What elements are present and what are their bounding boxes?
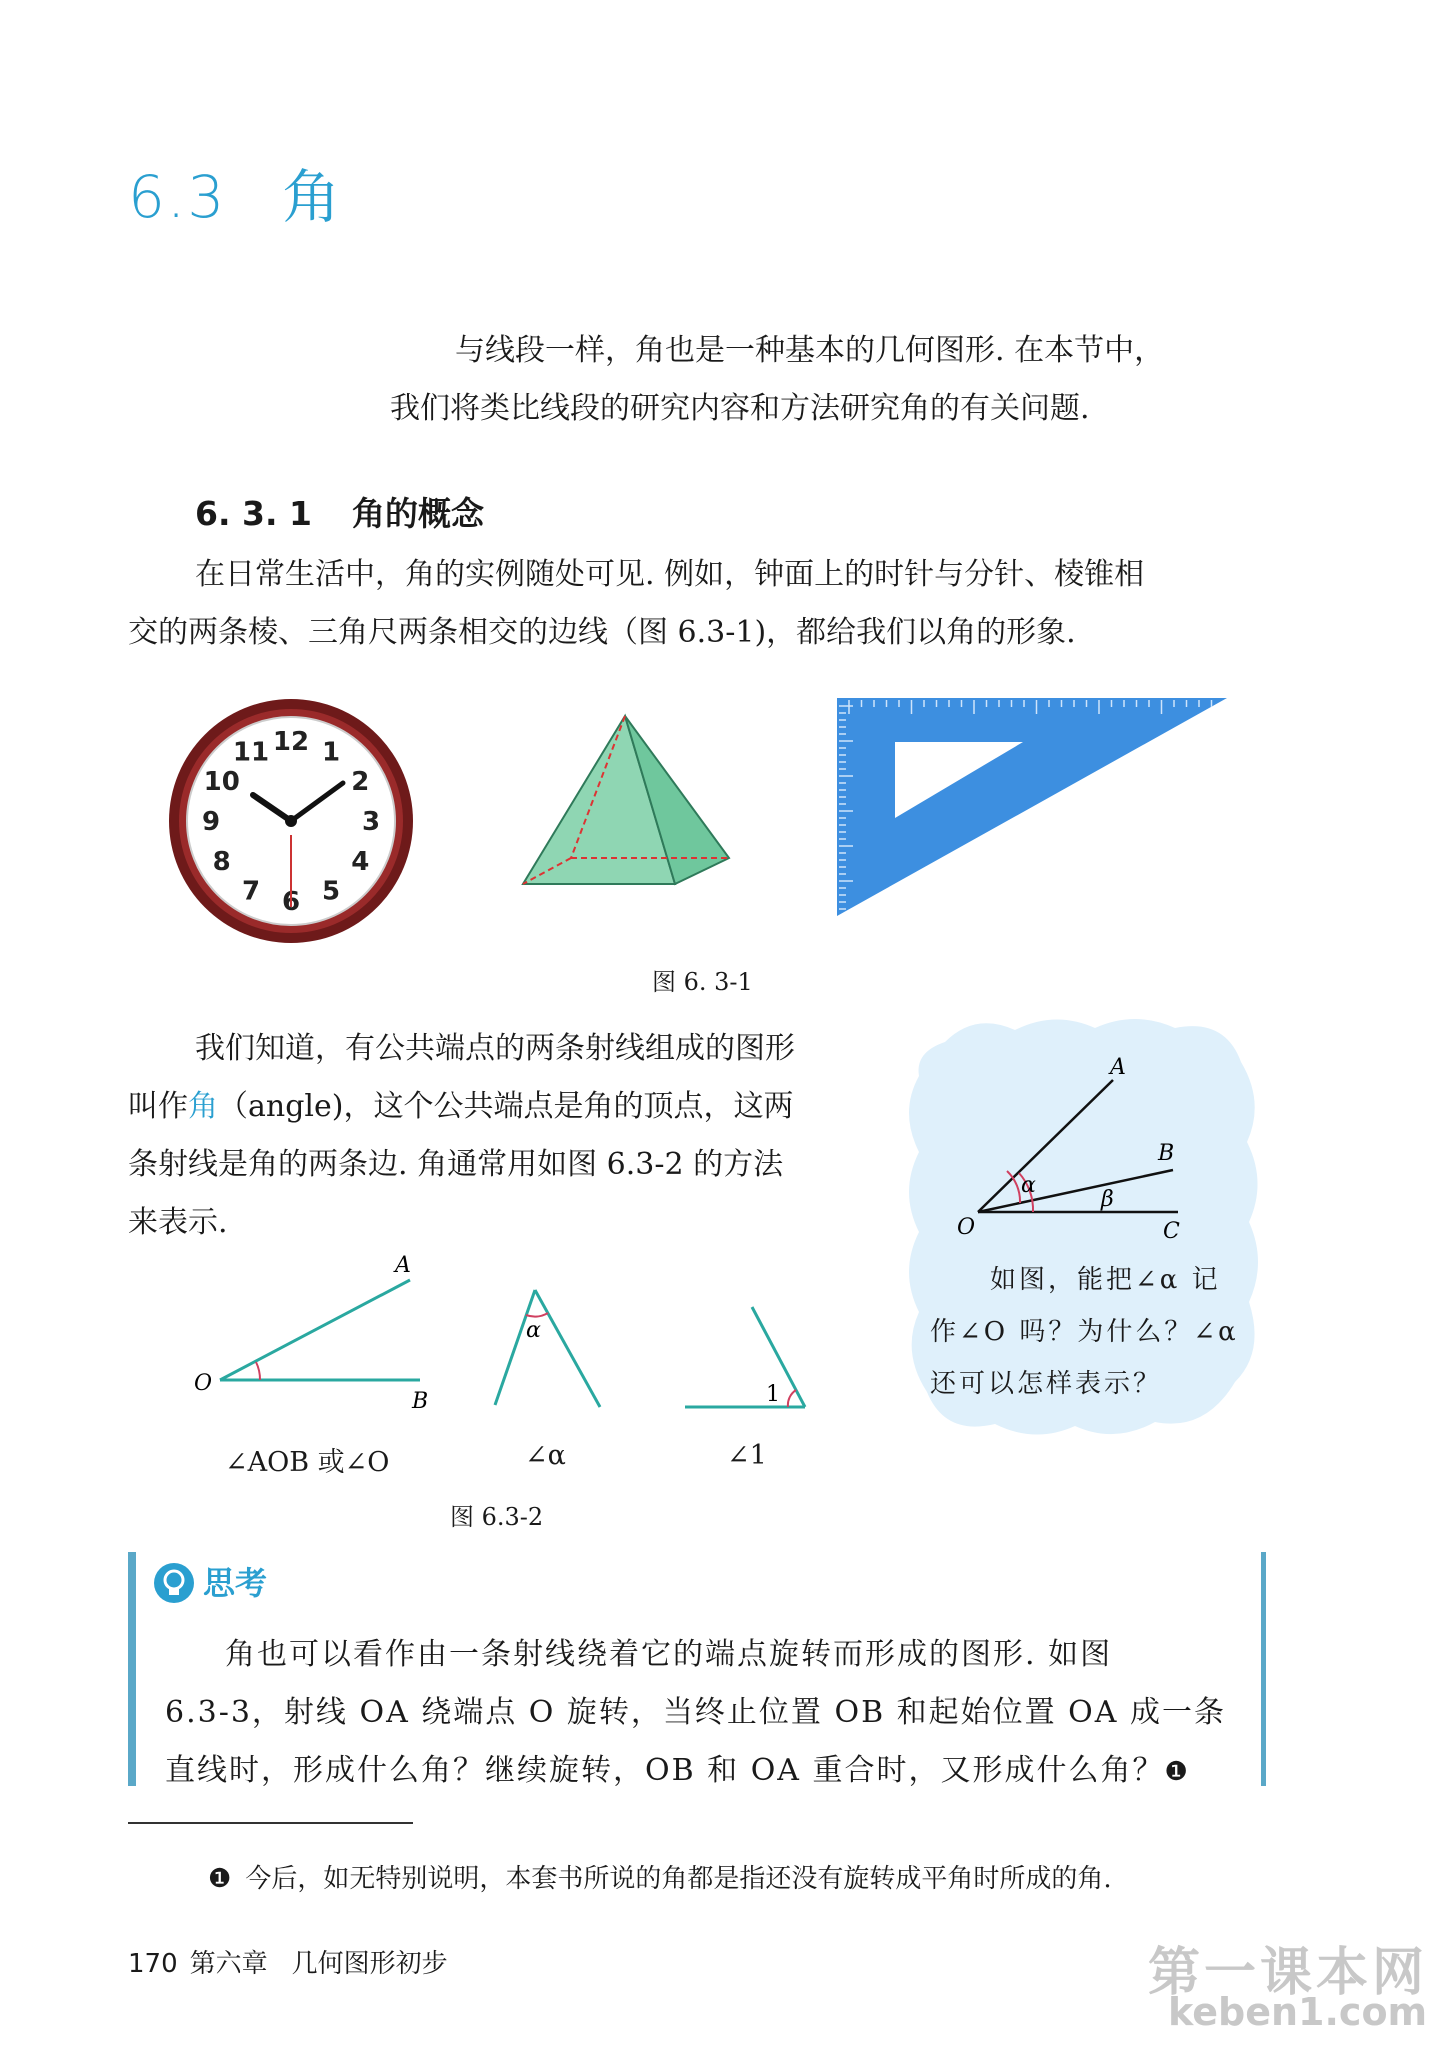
clock-number: 3: [361, 807, 381, 837]
fig2-label-a: A: [395, 1253, 411, 1278]
intro-line-1: 与线段一样，角也是一种基本的几何图形. 在本节中，: [455, 333, 1165, 368]
think-line-3: [165, 1742, 1245, 1801]
fig2-one: 1: [766, 1382, 780, 1407]
clock-number: 1: [321, 737, 341, 768]
fig1-caption: 图 6. 3-1: [652, 968, 753, 996]
think-line-2: 6.3-3，射线 OA 绕端点 O 旋转，当终止位置 OB 和起始位置 OA 成一条: [165, 1695, 1226, 1730]
think-bar-left: [128, 1552, 136, 1786]
clock-number: 7: [241, 876, 261, 907]
subsection-title: [195, 488, 484, 535]
cloud-line-1: 如图，能把∠α 记: [990, 1265, 1221, 1295]
footnote-ref-mark: ❶: [1164, 1757, 1190, 1787]
clock-number: 6: [281, 887, 301, 917]
cloud-line-3: 还可以怎样表示？: [930, 1369, 1163, 1399]
subsection-number: 6. 3. 1: [195, 494, 312, 533]
cloud-label-b: B: [1158, 1141, 1175, 1166]
para2-text-cont: （angle)，这个公共端点是角的顶点，这两: [218, 1089, 794, 1124]
intro-line-2: 我们将类比线段的研究内容和方法研究角的有关问题.: [390, 391, 1090, 426]
clock-illustration: [165, 695, 417, 947]
cloud-line-2: 作∠O 吗？为什么？∠α: [930, 1317, 1239, 1347]
watermark-url: keben1.com: [1168, 1990, 1428, 2034]
clock-number: 10: [203, 767, 240, 797]
clock-number: 5: [321, 876, 341, 907]
fig2-caption: 图 6.3-2: [450, 1503, 544, 1531]
para2-line-2: [128, 1078, 793, 1136]
para2-line-1: 我们知道，有公共端点的两条射线组成的图形: [195, 1031, 795, 1066]
para1-line-1: 在日常生活中，角的实例随处可见. 例如，钟面上的时针与分针、棱锥相: [195, 557, 1145, 592]
lightbulb-icon: [153, 1562, 195, 1604]
page-footer: [128, 1943, 448, 1980]
clock-number: 2: [351, 767, 370, 797]
cloud-label-a: A: [1110, 1055, 1126, 1080]
cloud-beta: β: [1101, 1187, 1114, 1212]
think-heading: 思考: [203, 1564, 268, 1602]
fig2-label-b: B: [412, 1389, 429, 1414]
footnote-divider: [128, 1822, 413, 1824]
para2-text: 叫作: [128, 1089, 188, 1124]
fig2-label-1: ∠1: [727, 1440, 767, 1471]
fig2-label-o: O: [194, 1371, 213, 1396]
footnote: [208, 1858, 1112, 1895]
section-title: [128, 150, 342, 234]
clock-number: 11: [232, 737, 270, 768]
think-line-3-text: 直线时，形成什么角？继续旋转，OB 和 OA 重合时，又形成什么角？: [165, 1753, 1165, 1788]
subsection-name: 角的概念: [351, 494, 484, 533]
cloud-label-o: O: [957, 1215, 976, 1240]
fig2-label-aob: ∠AOB 或∠O: [225, 1447, 390, 1478]
para2-line-3: 条射线是角的两条边. 角通常用如图 6.3-2 的方法: [128, 1147, 784, 1182]
cloud-label-c: C: [1163, 1219, 1180, 1244]
chapter-label: 第六章: [189, 1949, 268, 1979]
section-name: 角: [282, 163, 343, 231]
footnote-text: 今后，如无特别说明，本套书所说的角都是指还没有旋转成平角时所成的角.: [245, 1864, 1112, 1894]
footnote-mark: ❶: [208, 1864, 232, 1894]
para2-line-4: 来表示.: [128, 1205, 228, 1240]
think-line-1: 角也可以看作由一条射线绕着它的端点旋转而形成的图形. 如图: [225, 1637, 1113, 1672]
clock-number: 4: [351, 847, 370, 877]
section-number: 6.3: [128, 163, 227, 231]
fig2-alpha: α: [526, 1318, 541, 1343]
pyramid-illustration: [515, 712, 737, 892]
para1-line-2: 交的两条棱、三角尺两条相交的边线（图 6.3-1)，都给我们以角的形象.: [128, 615, 1076, 650]
watermark-logo: 第一课本网: [1148, 1943, 1429, 2003]
page-number: 170: [128, 1949, 178, 1979]
fig2-label-alpha: ∠α: [525, 1440, 566, 1471]
think-bar-right: [1261, 1552, 1266, 1786]
clock-number: 12: [272, 727, 310, 757]
clock-number: 8: [212, 847, 231, 877]
cloud-alpha: α: [1021, 1173, 1036, 1198]
chapter-title: 几何图形初步: [291, 1949, 448, 1979]
set-square-illustration: [835, 692, 1230, 920]
term-angle: 角: [188, 1089, 218, 1124]
clock-number: 9: [201, 807, 221, 837]
